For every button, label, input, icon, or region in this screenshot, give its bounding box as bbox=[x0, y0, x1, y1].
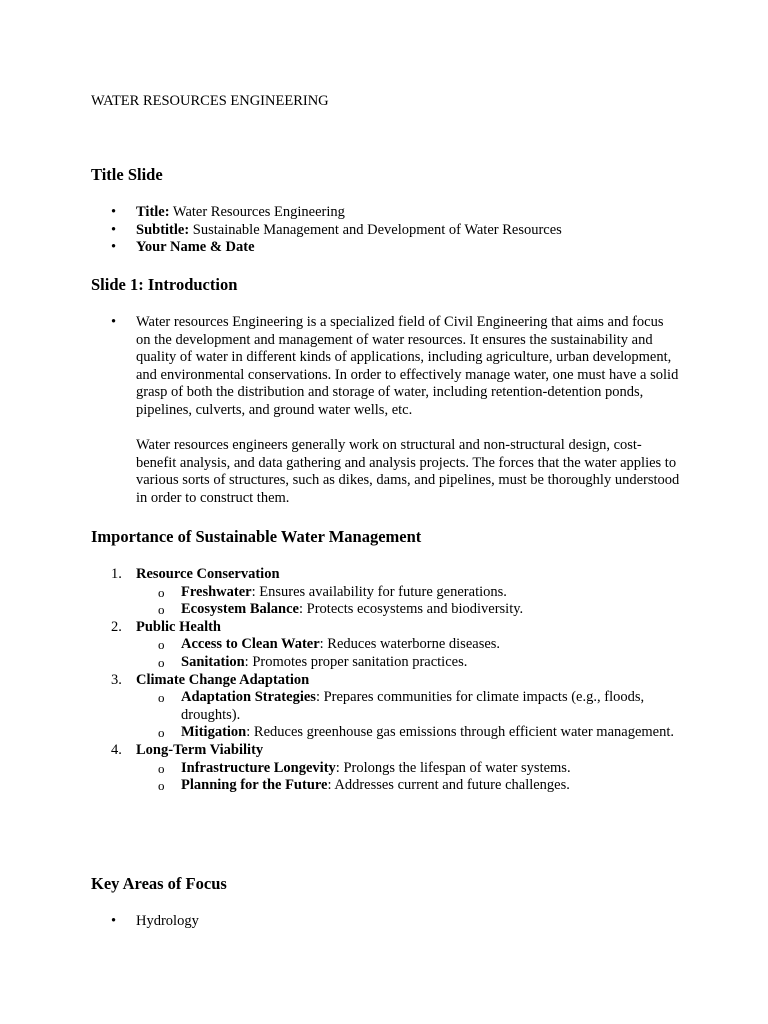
sub-item-text: : Reduces greenhouse gas emissions through efficient water management. bbox=[246, 724, 675, 741]
title-slide-list bbox=[91, 204, 681, 257]
sub-item-text: : Reduces waterborne diseases. bbox=[319, 636, 501, 653]
sub-list-item bbox=[136, 777, 681, 795]
sub-bullet-icon: o bbox=[158, 602, 165, 618]
intro-paragraph-1: Water resources Engineering is a specialized field of Civil Engineering that aims and focus on the development and management of water resources. It ensures the sustainability and quality of water in different kinds of applications, including agriculture, urban development, and environmental conservations. In order to effectively manage water, one must have a solid grasp of both the distribution and storage of water, including retention-detention ponds, pipelines, culverts, and ground water wells, etc. bbox=[136, 314, 679, 418]
item-title: Long-Term Viability bbox=[136, 741, 264, 758]
sub-list-item bbox=[136, 636, 681, 654]
sub-list bbox=[136, 689, 681, 742]
sub-item-label: Infrastructure Longevity bbox=[181, 759, 336, 776]
list-item bbox=[91, 742, 681, 795]
heading-title-slide: Title Slide bbox=[91, 165, 163, 184]
sub-list-item bbox=[136, 689, 681, 724]
sub-item-label: Mitigation bbox=[181, 724, 247, 741]
sub-bullet-icon: o bbox=[158, 637, 165, 653]
sub-list-item bbox=[136, 584, 681, 602]
item-text: Water Resources Engineering bbox=[169, 204, 345, 220]
document-title: WATER RESOURCES ENGINEERING bbox=[91, 93, 329, 109]
item-label: Your Name & Date bbox=[136, 239, 255, 256]
list-item bbox=[91, 314, 681, 508]
item-title: Public Health bbox=[136, 618, 221, 635]
sub-item-text: : Addresses current and future challenges. bbox=[327, 777, 570, 794]
item-number: 2. bbox=[111, 618, 122, 635]
sub-list bbox=[136, 760, 681, 795]
item-label: Title: bbox=[136, 204, 170, 220]
sub-list-item bbox=[136, 760, 681, 778]
sub-list-item bbox=[136, 724, 681, 742]
heading-importance: Importance of Sustainable Water Management bbox=[91, 527, 422, 546]
list-item bbox=[91, 619, 681, 672]
sub-list bbox=[136, 636, 681, 671]
sub-list bbox=[136, 584, 681, 619]
key-areas-list bbox=[91, 913, 681, 931]
sub-item-label: Adaptation Strategies bbox=[181, 689, 316, 706]
list-item bbox=[91, 204, 681, 222]
heading-introduction: Slide 1: Introduction bbox=[91, 275, 238, 294]
sub-item-text: : Prolongs the lifespan of water systems. bbox=[335, 759, 571, 776]
item-title: Resource Conservation bbox=[136, 566, 280, 582]
bullet-icon: • bbox=[111, 314, 117, 330]
sub-bullet-icon: o bbox=[158, 760, 165, 776]
list-item bbox=[91, 672, 681, 742]
intro-paragraph-2: Water resources engineers generally work on structural and non-structural design, cost-benefit analysis, and data gathering and analysis projects. The forces that the water applies to various sorts of structures, such as dikes, dams, and pipelines, must be thoroughly understood in order to construct them. bbox=[136, 437, 680, 506]
list-item bbox=[91, 239, 681, 257]
list-item bbox=[91, 566, 681, 619]
bullet-icon: • bbox=[111, 204, 117, 220]
sub-bullet-icon: o bbox=[158, 690, 165, 706]
item-number: 3. bbox=[111, 671, 122, 688]
sub-item-label: Ecosystem Balance bbox=[181, 601, 299, 618]
item-text: Hydrology bbox=[136, 913, 199, 929]
sub-item-text: : Ensures availability for future generations. bbox=[251, 583, 507, 600]
list-item bbox=[91, 913, 681, 931]
sub-item-label: Freshwater bbox=[181, 583, 252, 600]
item-title: Climate Change Adaptation bbox=[136, 671, 310, 688]
sub-bullet-icon: o bbox=[158, 654, 165, 670]
item-text: Sustainable Management and Development of Water Resources bbox=[189, 221, 562, 238]
sub-item-label: Access to Clean Water bbox=[181, 636, 320, 653]
sub-item-text: : Promotes proper sanitation practices. bbox=[244, 653, 468, 670]
heading-key-areas: Key Areas of Focus bbox=[91, 874, 227, 893]
sub-item-label: Sanitation bbox=[181, 653, 245, 670]
bullet-icon: • bbox=[111, 221, 117, 238]
sub-bullet-icon: o bbox=[158, 725, 165, 741]
sub-item-text: : Prepares communities for climate impacts (e.g., floods, droughts). bbox=[181, 689, 645, 723]
sub-list-item bbox=[136, 654, 681, 672]
sub-bullet-icon: o bbox=[158, 778, 165, 794]
bullet-icon: • bbox=[111, 913, 117, 929]
item-number: 1. bbox=[111, 566, 122, 582]
sub-item-text: : Protects ecosystems and biodiversity. bbox=[299, 601, 524, 618]
item-label: Subtitle: bbox=[136, 221, 190, 238]
sub-bullet-icon: o bbox=[158, 584, 165, 600]
bullet-icon: • bbox=[111, 239, 117, 256]
sub-list-item bbox=[136, 601, 681, 619]
introduction-list bbox=[91, 314, 681, 508]
sub-item-label: Planning for the Future bbox=[181, 777, 328, 794]
item-number: 4. bbox=[111, 741, 122, 758]
importance-list bbox=[91, 566, 681, 795]
list-item bbox=[91, 222, 681, 240]
